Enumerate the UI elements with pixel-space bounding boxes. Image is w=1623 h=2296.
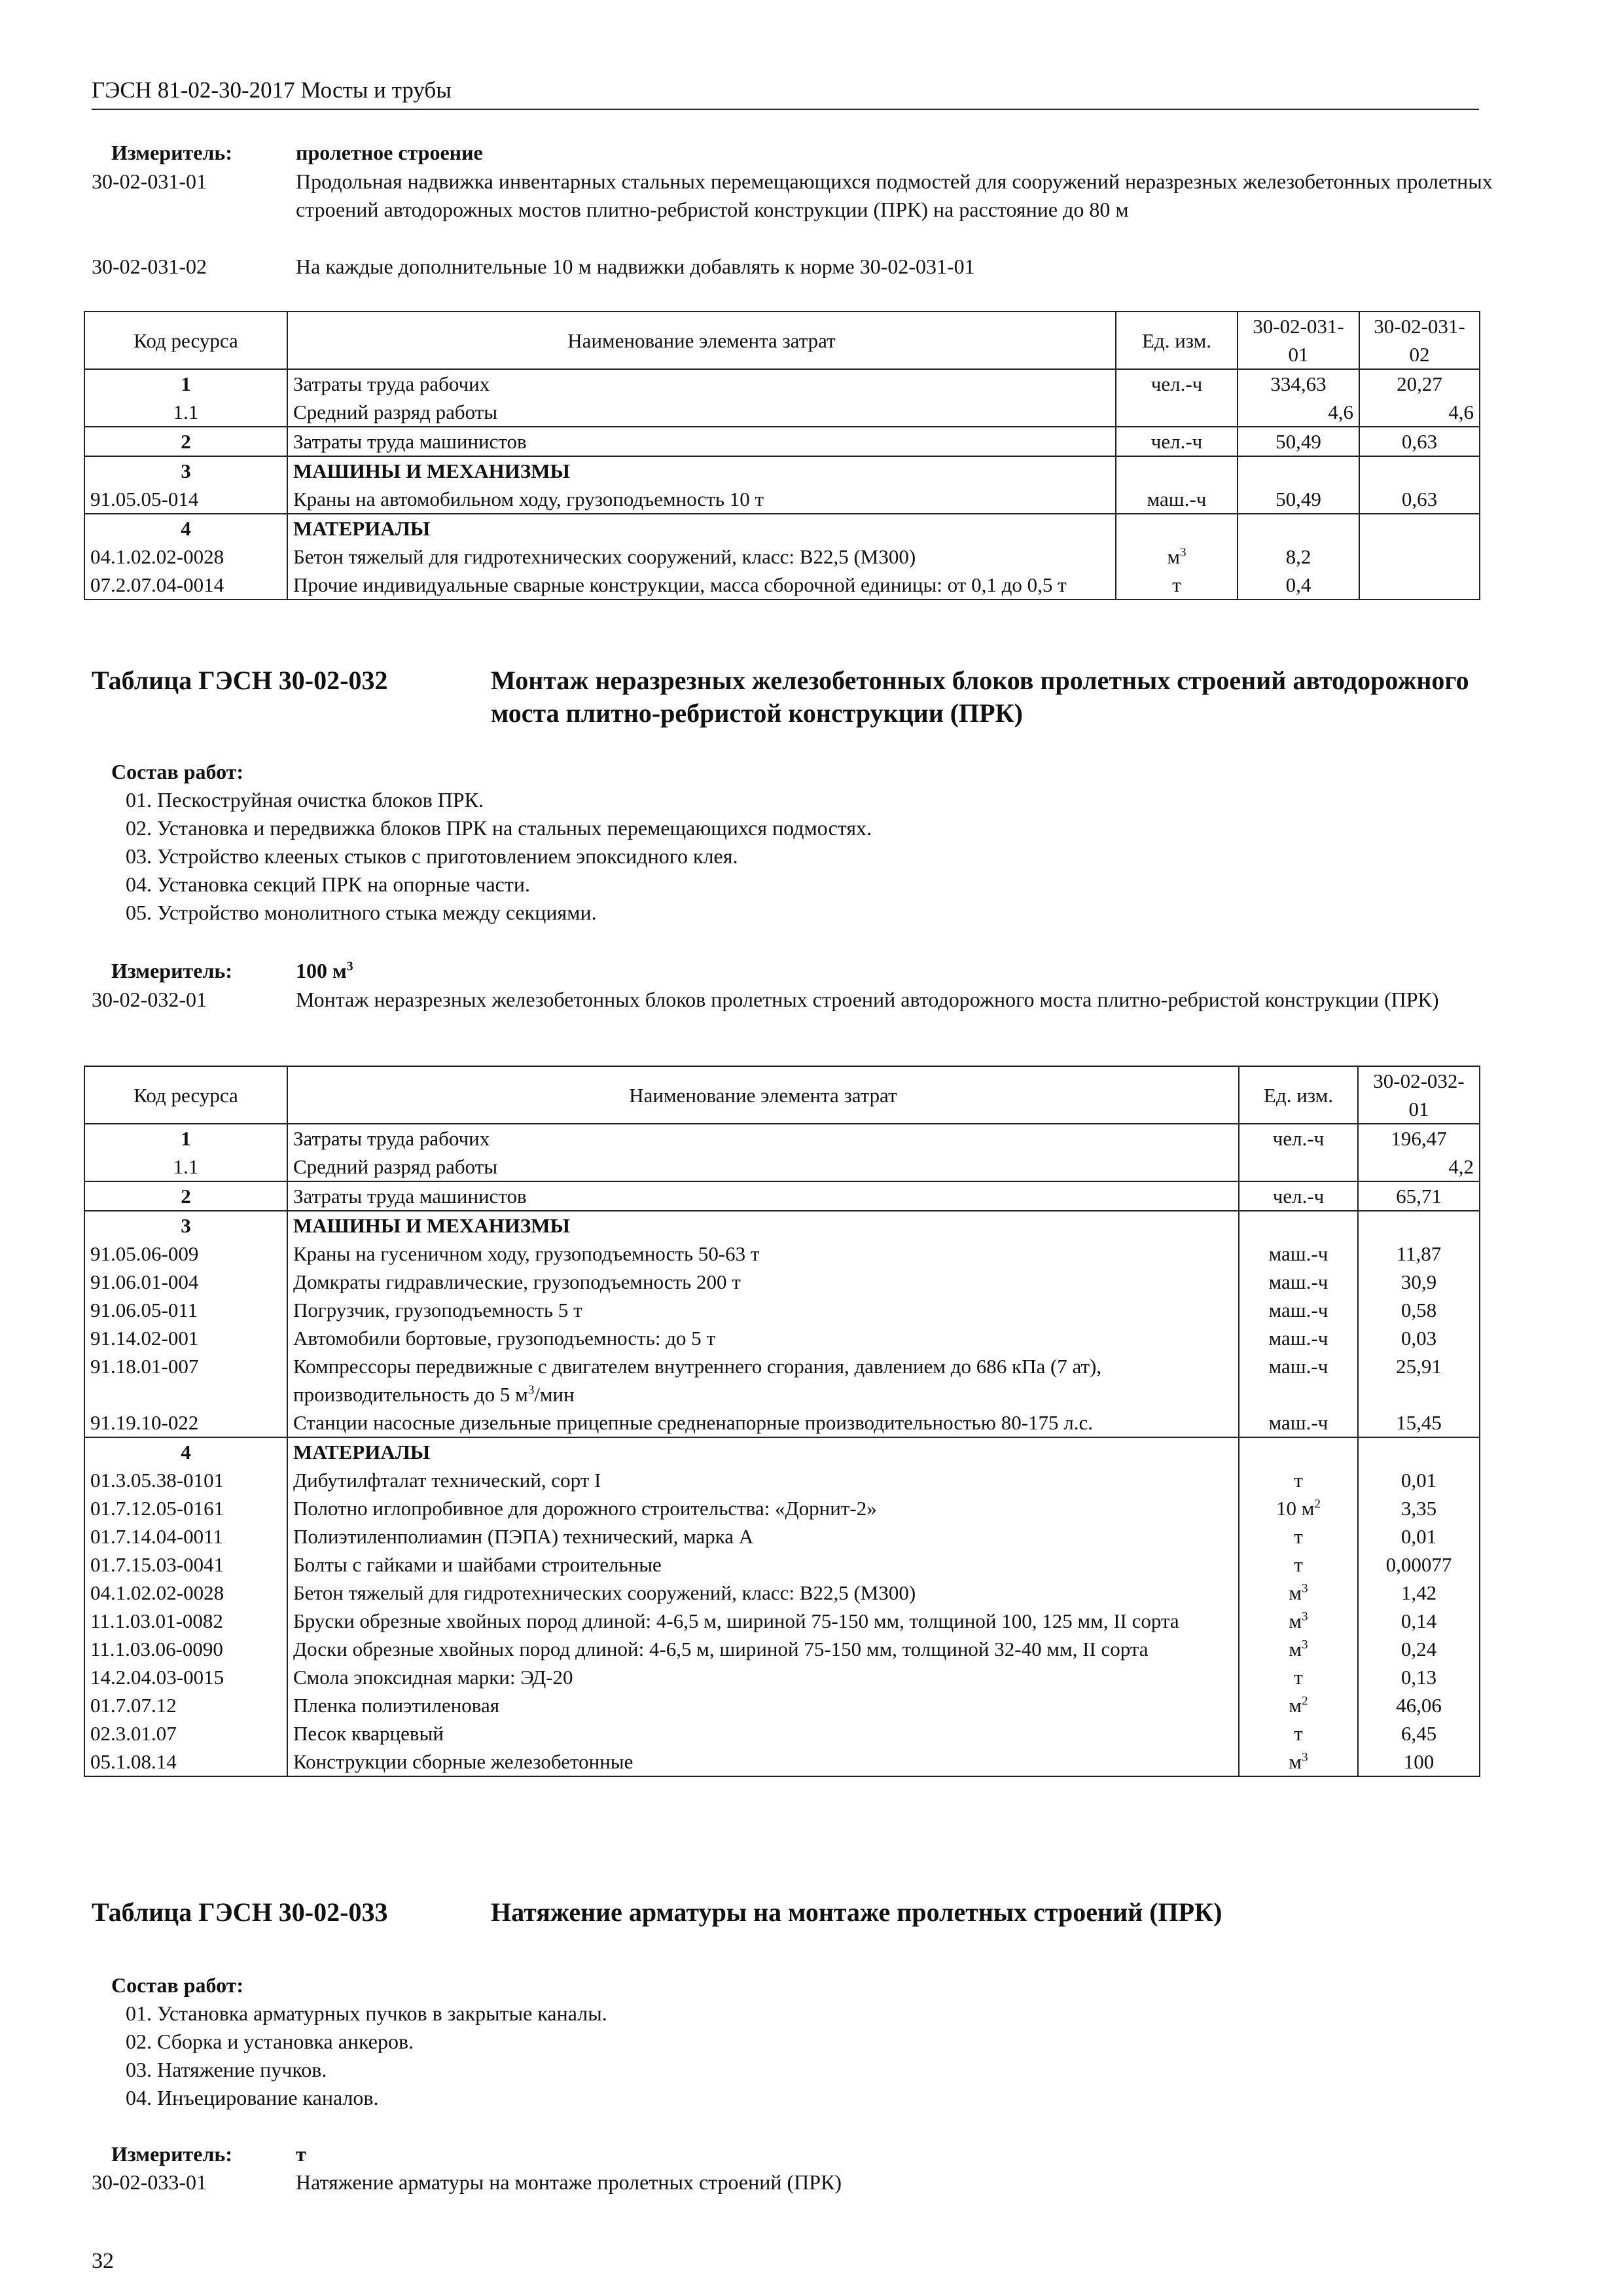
cell-norm-value: 11,87 — [1358, 1240, 1480, 1268]
cell-norm-value: 0,24 — [1358, 1635, 1480, 1663]
cell-norm-value: 0,14 — [1358, 1607, 1480, 1635]
cell-unit: т — [1239, 1719, 1358, 1748]
cell-norm-value: 0,00077 — [1358, 1551, 1480, 1579]
cell-cost-element: Конструкции сборные железобетонные — [287, 1748, 1239, 1776]
cell-cost-element: Бруски обрезные хвойных пород длиной: 4-6,5 м, шириной 75-150 мм, толщиной 100, 125 мм, II сорта — [287, 1607, 1239, 1635]
cell-cost-element: Полиэтиленполиамин (ПЭПА) технический, марка А — [287, 1522, 1239, 1551]
cell-norm-value — [1359, 456, 1480, 485]
col-header-name: Наименование элемента затрат — [287, 312, 1116, 369]
cell-norm-value: 0,13 — [1358, 1663, 1480, 1691]
cell-resource-code: 11.1.03.06-0090 — [84, 1635, 287, 1663]
cell-norm-value: 46,06 — [1358, 1691, 1480, 1719]
composition-label: Состав работ: — [111, 760, 244, 783]
cell-cost-element: Затраты труда машинистов — [287, 1181, 1239, 1211]
table-row — [84, 1268, 1480, 1296]
cell-cost-element: Автомобили бортовые, грузоподъемность: до 5 т — [287, 1324, 1239, 1352]
page-header: ГЭСН 81-02-30-2017 Мосты и трубы — [92, 77, 452, 103]
operation-item: 02. Сборка и установка анкеров. — [126, 2030, 414, 2053]
cell-cost-element: Средний разряд работы — [287, 398, 1116, 427]
cell-resource-code: 2 — [84, 427, 287, 456]
table-row — [84, 514, 1480, 543]
resource-table-032 — [84, 1066, 1480, 1777]
table-row — [84, 398, 1480, 427]
cell-resource-code: 01.7.07.12 — [84, 1691, 287, 1719]
cell-cost-element: Краны на гусеничном ходу, грузоподъемность 50-63 т — [287, 1240, 1239, 1268]
norm-description: Монтаж неразрезных железобетонных блоков пролетных строений автодорожного моста плитно-ребристой конструкции (ПРК) — [296, 988, 1439, 1011]
cell-norm-value — [1359, 571, 1480, 600]
cell-unit: т — [1239, 1466, 1358, 1494]
cell-norm-value: 6,45 — [1358, 1719, 1480, 1748]
cell-norm-value — [1238, 514, 1359, 543]
col-header-name: Наименование элемента затрат — [287, 1066, 1239, 1124]
table-row — [84, 1579, 1480, 1607]
cell-cost-element: Затраты труда рабочих — [287, 1124, 1239, 1153]
table-row — [84, 1635, 1480, 1663]
cell-unit — [1239, 1437, 1358, 1466]
table-id: Таблица ГЭСН 30-02-033 — [92, 1897, 388, 1927]
cell-norm-value: 0,4 — [1238, 571, 1359, 600]
cell-unit: маш.-ч — [1239, 1268, 1358, 1296]
cell-unit: маш.-ч — [1239, 1408, 1358, 1437]
table-header-row — [84, 1066, 1480, 1124]
cell-cost-element: Дибутилфталат технический, сорт I — [287, 1466, 1239, 1494]
cell-unit: чел.-ч — [1239, 1181, 1358, 1211]
operation-item: 01. Пескоструйная очистка блоков ПРК. — [126, 788, 484, 812]
table-row — [84, 1324, 1480, 1352]
cell-cost-element: Пленка полиэтиленовая — [287, 1691, 1239, 1719]
composition-label: Состав работ: — [111, 1973, 244, 1997]
cell-resource-code: 01.7.15.03-0041 — [84, 1551, 287, 1579]
cell-resource-code: 4 — [84, 1437, 287, 1466]
cell-unit: т — [1239, 1522, 1358, 1551]
cell-norm-value — [1359, 514, 1480, 543]
table-row — [84, 1181, 1480, 1211]
table-row — [84, 571, 1480, 600]
cell-norm-value: 15,45 — [1358, 1408, 1480, 1437]
cell-unit — [1116, 398, 1238, 427]
cell-unit: 10 $м^2$ — [1239, 1494, 1358, 1522]
table-row — [84, 1748, 1480, 1776]
cell-cost-element: Средний разряд работы — [287, 1153, 1239, 1181]
cell-cost-element: Бетон тяжелый для гидротехнических сооружений, класс: В22,5 (М300) — [287, 1579, 1239, 1607]
table-name: Монтаж неразрезных железобетонных блоков пролетных строений автодорожного моста плитно-ребристой конструкции (ПРК) — [491, 666, 1469, 728]
cell-unit: маш.-ч — [1239, 1324, 1358, 1352]
table-row — [84, 1296, 1480, 1324]
cell-norm-value: 4,2 — [1358, 1153, 1480, 1181]
table-id: Таблица ГЭСН 30-02-032 — [92, 666, 388, 695]
table-row — [84, 1551, 1480, 1579]
meter-label: Измеритель: — [111, 2142, 232, 2166]
meter-value: пролетное строение — [296, 141, 483, 164]
operation-item: 05. Устройство монолитного стыка между секциями. — [126, 901, 597, 924]
cell-resource-code: 91.05.05-014 — [84, 485, 287, 514]
cell-norm-value — [1359, 543, 1480, 571]
cell-cost-element: Компрессоры передвижные с двигателем внутреннего сгорания, давлением до 686 кПа (7 ат), производительность до 5 $м^3$/мин — [287, 1352, 1239, 1408]
cell-unit: $м^2$ — [1239, 1691, 1358, 1719]
cell-unit: т — [1239, 1551, 1358, 1579]
col-header-norm: 30-02-031-01 — [1238, 312, 1359, 369]
norm-description: Продольная надвижка инвентарных стальных перемещающихся подмостей для сооружений неразрезных железобетонных пролетных строений автодорожных мостов плитно-ребристой конструкции (ПРК) на расстояние до 80 м — [296, 170, 1493, 221]
table-row — [84, 1211, 1480, 1240]
cell-resource-code: 04.1.02.02-0028 — [84, 1579, 287, 1607]
cell-resource-code: 11.1.03.01-0082 — [84, 1607, 287, 1635]
norm-code: 30-02-032-01 — [92, 988, 207, 1011]
cell-unit: маш.-ч — [1116, 485, 1238, 514]
norm-code: 30-02-031-01 — [92, 170, 207, 193]
cell-unit: маш.-ч — [1239, 1296, 1358, 1324]
cell-unit: чел.-ч — [1116, 427, 1238, 456]
cell-cost-element: Станции насосные дизельные прицепные средненапорные производительностью 80-175 л.с. — [287, 1408, 1239, 1437]
norm-description: Натяжение арматуры на монтаже пролетных строений (ПРК) — [296, 2170, 842, 2194]
cell-unit: $м^3$ — [1239, 1748, 1358, 1776]
operation-item: 04. Установка секций ПРК на опорные части. — [126, 872, 530, 896]
cell-resource-code: 91.14.02-001 — [84, 1324, 287, 1352]
cell-resource-code: 01.3.05.38-0101 — [84, 1466, 287, 1494]
cell-unit — [1116, 514, 1238, 543]
table-row — [84, 1607, 1480, 1635]
cell-unit: т — [1116, 571, 1238, 600]
cell-cost-element: МАТЕРИАЛЫ — [287, 1437, 1239, 1466]
cell-norm-value: 50,49 — [1238, 427, 1359, 456]
norm-description: На каждые дополнительные 10 м надвижки добавлять к норме 30-02-031-01 — [296, 255, 975, 278]
col-header-norm: 30-02-032-01 — [1358, 1066, 1480, 1124]
cell-resource-code: 1 — [84, 369, 287, 398]
norm-code: 30-02-031-02 — [92, 255, 207, 278]
cell-cost-element: Краны на автомобильном ходу, грузоподъемность 10 т — [287, 485, 1116, 514]
cell-norm-value: 8,2 — [1238, 543, 1359, 571]
cell-cost-element: Песок кварцевый — [287, 1719, 1239, 1748]
col-header-code: Код ресурса — [84, 1066, 287, 1124]
cell-cost-element: Прочие индивидуальные сварные конструкции, масса сборочной единицы: от 0,1 до 0,5 т — [287, 571, 1116, 600]
cell-norm-value: 0,58 — [1358, 1296, 1480, 1324]
cell-resource-code: 1.1 — [84, 398, 287, 427]
cell-unit: $м^3$ — [1239, 1607, 1358, 1635]
operation-item: 01. Установка арматурных пучков в закрытые каналы. — [126, 2001, 607, 2025]
meter-value: 100 $м^3$ — [296, 959, 353, 982]
cell-unit — [1239, 1153, 1358, 1181]
cell-resource-code: 91.06.01-004 — [84, 1268, 287, 1296]
page-number: 32 — [92, 2249, 114, 2273]
meter-label: Измеритель: — [111, 959, 232, 982]
cell-norm-value: 30,9 — [1358, 1268, 1480, 1296]
cell-cost-element: Полотно иглопробивное для дорожного строительства: «Дорнит-2» — [287, 1494, 1239, 1522]
cell-cost-element: Доски обрезные хвойных пород длиной: 4-6,5 м, шириной 75-150 мм, толщиной 32-40 мм, II сорта — [287, 1635, 1239, 1663]
cell-unit: $м^3$ — [1116, 543, 1238, 571]
table-row — [84, 1494, 1480, 1522]
cell-norm-value: 196,47 — [1358, 1124, 1480, 1153]
table-name: Натяжение арматуры на монтаже пролетных строений (ПРК) — [491, 1897, 1222, 1927]
meter-value: т — [296, 2142, 306, 2166]
table-row — [84, 1437, 1480, 1466]
col-header-unit: Ед. изм. — [1116, 312, 1238, 369]
cell-resource-code: 14.2.04.03-0015 — [84, 1663, 287, 1691]
cell-norm-value: 1,42 — [1358, 1579, 1480, 1607]
table-row — [84, 1352, 1480, 1408]
cell-norm-value — [1358, 1437, 1480, 1466]
table-row — [84, 1408, 1480, 1437]
cell-resource-code: 1 — [84, 1124, 287, 1153]
col-header-unit: Ед. изм. — [1239, 1066, 1358, 1124]
cell-resource-code: 02.3.01.07 — [84, 1719, 287, 1748]
table-row — [84, 369, 1480, 398]
cell-resource-code: 01.7.14.04-0011 — [84, 1522, 287, 1551]
meter-label: Измеритель: — [111, 141, 232, 164]
cell-resource-code: 91.19.10-022 — [84, 1408, 287, 1437]
cell-norm-value: 0,63 — [1359, 485, 1480, 514]
table-row — [84, 485, 1480, 514]
cell-unit: т — [1239, 1663, 1358, 1691]
header-divider — [92, 109, 1479, 110]
col-header-norm: 30-02-031-02 — [1359, 312, 1480, 369]
cell-norm-value: 0,03 — [1358, 1324, 1480, 1352]
table-row — [84, 1663, 1480, 1691]
cell-norm-value: 0,01 — [1358, 1522, 1480, 1551]
cell-unit: $м^3$ — [1239, 1635, 1358, 1663]
cell-norm-value: 0,63 — [1359, 427, 1480, 456]
cell-resource-code: 3 — [84, 1211, 287, 1240]
cell-cost-element: Болты с гайками и шайбами строительные — [287, 1551, 1239, 1579]
cell-resource-code: 91.05.06-009 — [84, 1240, 287, 1268]
cell-resource-code: 01.7.12.05-0161 — [84, 1494, 287, 1522]
cell-norm-value: 3,35 — [1358, 1494, 1480, 1522]
cell-cost-element: Затраты труда рабочих — [287, 369, 1116, 398]
cell-cost-element: Погрузчик, грузоподъемность 5 т — [287, 1296, 1239, 1324]
table-row — [84, 1691, 1480, 1719]
table-row — [84, 1240, 1480, 1268]
table-row — [84, 1719, 1480, 1748]
cell-unit — [1116, 456, 1238, 485]
norm-code: 30-02-033-01 — [92, 2170, 207, 2194]
cell-unit: чел.-ч — [1239, 1124, 1358, 1153]
table-row — [84, 1466, 1480, 1494]
table-row — [84, 1153, 1480, 1181]
table-header-row — [84, 312, 1480, 369]
cell-norm-value: 20,27 — [1359, 369, 1480, 398]
col-header-code: Код ресурса — [84, 312, 287, 369]
table-row — [84, 1522, 1480, 1551]
cell-cost-element: Затраты труда машинистов — [287, 427, 1116, 456]
cell-resource-code: 3 — [84, 456, 287, 485]
cell-unit — [1239, 1211, 1358, 1240]
cell-cost-element: Смола эпоксидная марки: ЭД-20 — [287, 1663, 1239, 1691]
cell-norm-value: 4,6 — [1359, 398, 1480, 427]
cell-resource-code: 91.06.05-011 — [84, 1296, 287, 1324]
cell-cost-element: МАШИНЫ И МЕХАНИЗМЫ — [287, 456, 1116, 485]
cell-cost-element: Бетон тяжелый для гидротехнических сооружений, класс: В22,5 (М300) — [287, 543, 1116, 571]
cell-unit: маш.-ч — [1239, 1240, 1358, 1268]
cell-resource-code: 2 — [84, 1181, 287, 1211]
operation-item: 03. Натяжение пучков. — [126, 2058, 327, 2081]
cell-norm-value: 25,91 — [1358, 1352, 1480, 1408]
cell-norm-value — [1358, 1211, 1480, 1240]
cell-resource-code: 91.18.01-007 — [84, 1352, 287, 1408]
operation-item: 04. Инъецирование каналов. — [126, 2086, 379, 2109]
cell-norm-value: 0,01 — [1358, 1466, 1480, 1494]
cell-cost-element: Домкраты гидравлические, грузоподъемность 200 т — [287, 1268, 1239, 1296]
table-row — [84, 543, 1480, 571]
cell-resource-code: 4 — [84, 514, 287, 543]
cell-resource-code: 1.1 — [84, 1153, 287, 1181]
cell-resource-code: 05.1.08.14 — [84, 1748, 287, 1776]
cell-unit: $м^3$ — [1239, 1579, 1358, 1607]
cell-norm-value: 65,71 — [1358, 1181, 1480, 1211]
operation-item: 02. Установка и передвижка блоков ПРК на стальных перемещающихся подмостях. — [126, 816, 872, 840]
cell-norm-value: 100 — [1358, 1748, 1480, 1776]
cell-unit: маш.-ч — [1239, 1352, 1358, 1408]
cell-resource-code: 07.2.07.04-0014 — [84, 571, 287, 600]
cell-norm-value: 4,6 — [1238, 398, 1359, 427]
cell-norm-value: 50,49 — [1238, 485, 1359, 514]
operation-item: 03. Устройство клееных стыков с приготовлением эпоксидного клея. — [126, 844, 738, 868]
resource-table-031 — [84, 311, 1480, 600]
cell-resource-code: 04.1.02.02-0028 — [84, 543, 287, 571]
cell-cost-element: МАТЕРИАЛЫ — [287, 514, 1116, 543]
cell-unit: чел.-ч — [1116, 369, 1238, 398]
table-row — [84, 427, 1480, 456]
cell-cost-element: МАШИНЫ И МЕХАНИЗМЫ — [287, 1211, 1239, 1240]
cell-norm-value: 334,63 — [1238, 369, 1359, 398]
table-row — [84, 456, 1480, 485]
cell-norm-value — [1238, 456, 1359, 485]
table-row — [84, 1124, 1480, 1153]
